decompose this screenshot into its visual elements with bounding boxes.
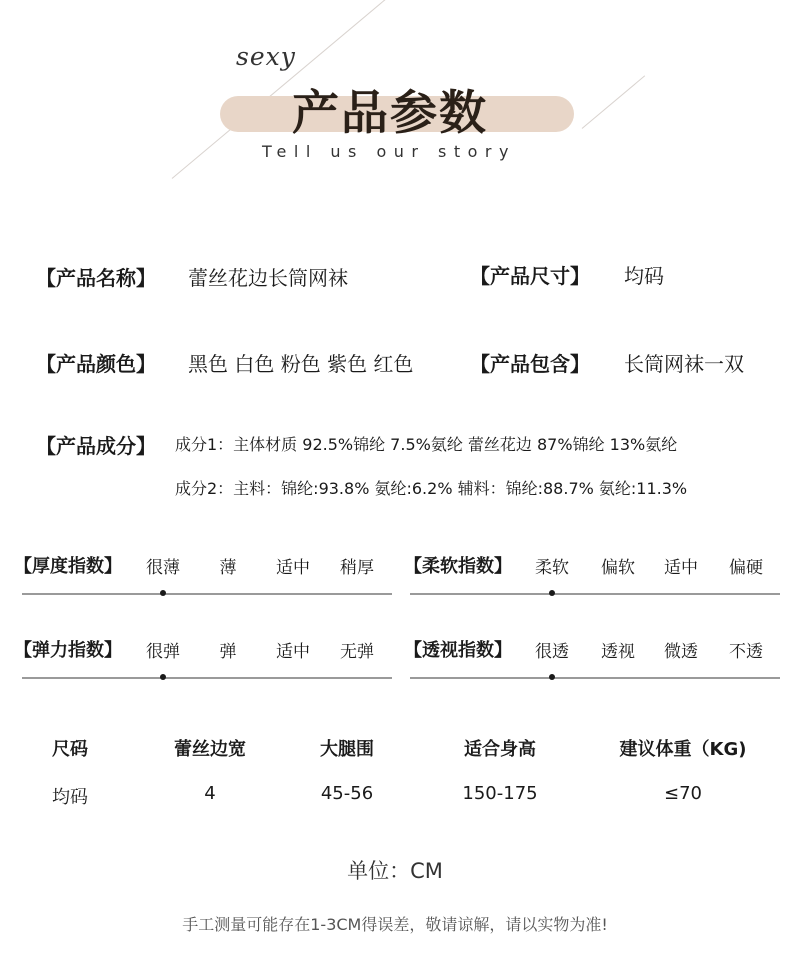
index-option: 无弹 xyxy=(340,642,374,662)
product-package-value: 长筒网袜一双 xyxy=(624,352,744,376)
index-marker-dot xyxy=(160,674,166,680)
index-option: 适中 xyxy=(664,558,698,578)
index-option: 适中 xyxy=(276,558,310,578)
table-header-cell: 尺码 xyxy=(52,739,88,760)
index-option: 偏硬 xyxy=(729,558,763,578)
table-cell: 150-175 xyxy=(462,783,538,804)
index-marker-dot xyxy=(160,590,166,596)
index-option: 弹 xyxy=(219,642,237,662)
index-marker-dot xyxy=(549,590,555,596)
index-label: 【厚度指数】 xyxy=(14,556,122,577)
table-header-cell: 蕾丝边宽 xyxy=(174,739,246,760)
index-option: 薄 xyxy=(219,558,237,578)
product-package-label: 【产品包含】 xyxy=(470,352,590,376)
product-color-label: 【产品颜色】 xyxy=(36,352,156,376)
index-track xyxy=(22,593,392,595)
index-option: 适中 xyxy=(276,642,310,662)
table-cell: 均码 xyxy=(52,787,88,808)
script-word: sexy xyxy=(236,42,296,71)
product-size-value: 均码 xyxy=(624,264,664,288)
composition-line-1: 成分1：主体材质 92.5%锦纶 7.5%氨纶 蕾丝花边 87%锦纶 13%氨纶 xyxy=(175,435,678,454)
table-header-cell: 建议体重（KG) xyxy=(619,739,747,760)
table-cell: 45-56 xyxy=(320,783,374,804)
index-marker-dot xyxy=(549,674,555,680)
index-option: 很透 xyxy=(535,642,569,662)
header-decor-line-right xyxy=(582,75,645,128)
index-option: 偏软 xyxy=(601,558,635,578)
index-option: 微透 xyxy=(664,642,698,662)
index-option: 很弹 xyxy=(146,642,180,662)
composition-line-2: 成分2：主料：锦纶:93.8% 氨纶:6.2% 辅料：锦纶:88.7% 氨纶:11.3% xyxy=(175,479,688,498)
product-color-value: 黑色 白色 粉色 紫色 红色 xyxy=(188,352,414,376)
table-cell: 4 xyxy=(204,783,216,804)
index-option: 稍厚 xyxy=(340,558,374,578)
index-label: 【透视指数】 xyxy=(404,640,512,661)
table-header-cell: 大腿围 xyxy=(320,739,374,760)
index-option: 很薄 xyxy=(146,558,180,578)
product-name-label: 【产品名称】 xyxy=(36,266,156,290)
index-option: 透视 xyxy=(601,642,635,662)
page-title: 产品参数 xyxy=(292,86,488,141)
table-header-cell: 适合身高 xyxy=(464,739,536,760)
measurement-note: 手工测量可能存在1-3CM得误差，敬请谅解，请以实物为准! xyxy=(182,915,608,934)
product-name-value: 蕾丝花边长筒网袜 xyxy=(188,266,348,290)
index-option: 柔软 xyxy=(535,558,569,578)
table-cell: ≤70 xyxy=(664,783,702,804)
index-label: 【柔软指数】 xyxy=(404,556,512,577)
index-track xyxy=(410,677,780,679)
index-label: 【弹力指数】 xyxy=(14,640,122,661)
product-composition-label: 【产品成分】 xyxy=(36,434,156,458)
product-size-label: 【产品尺寸】 xyxy=(470,264,590,288)
tagline: Tell us our story xyxy=(262,142,516,161)
unit-label: 单位：CM xyxy=(347,859,443,883)
index-track xyxy=(22,677,392,679)
index-track xyxy=(410,593,780,595)
index-option: 不透 xyxy=(729,642,763,662)
